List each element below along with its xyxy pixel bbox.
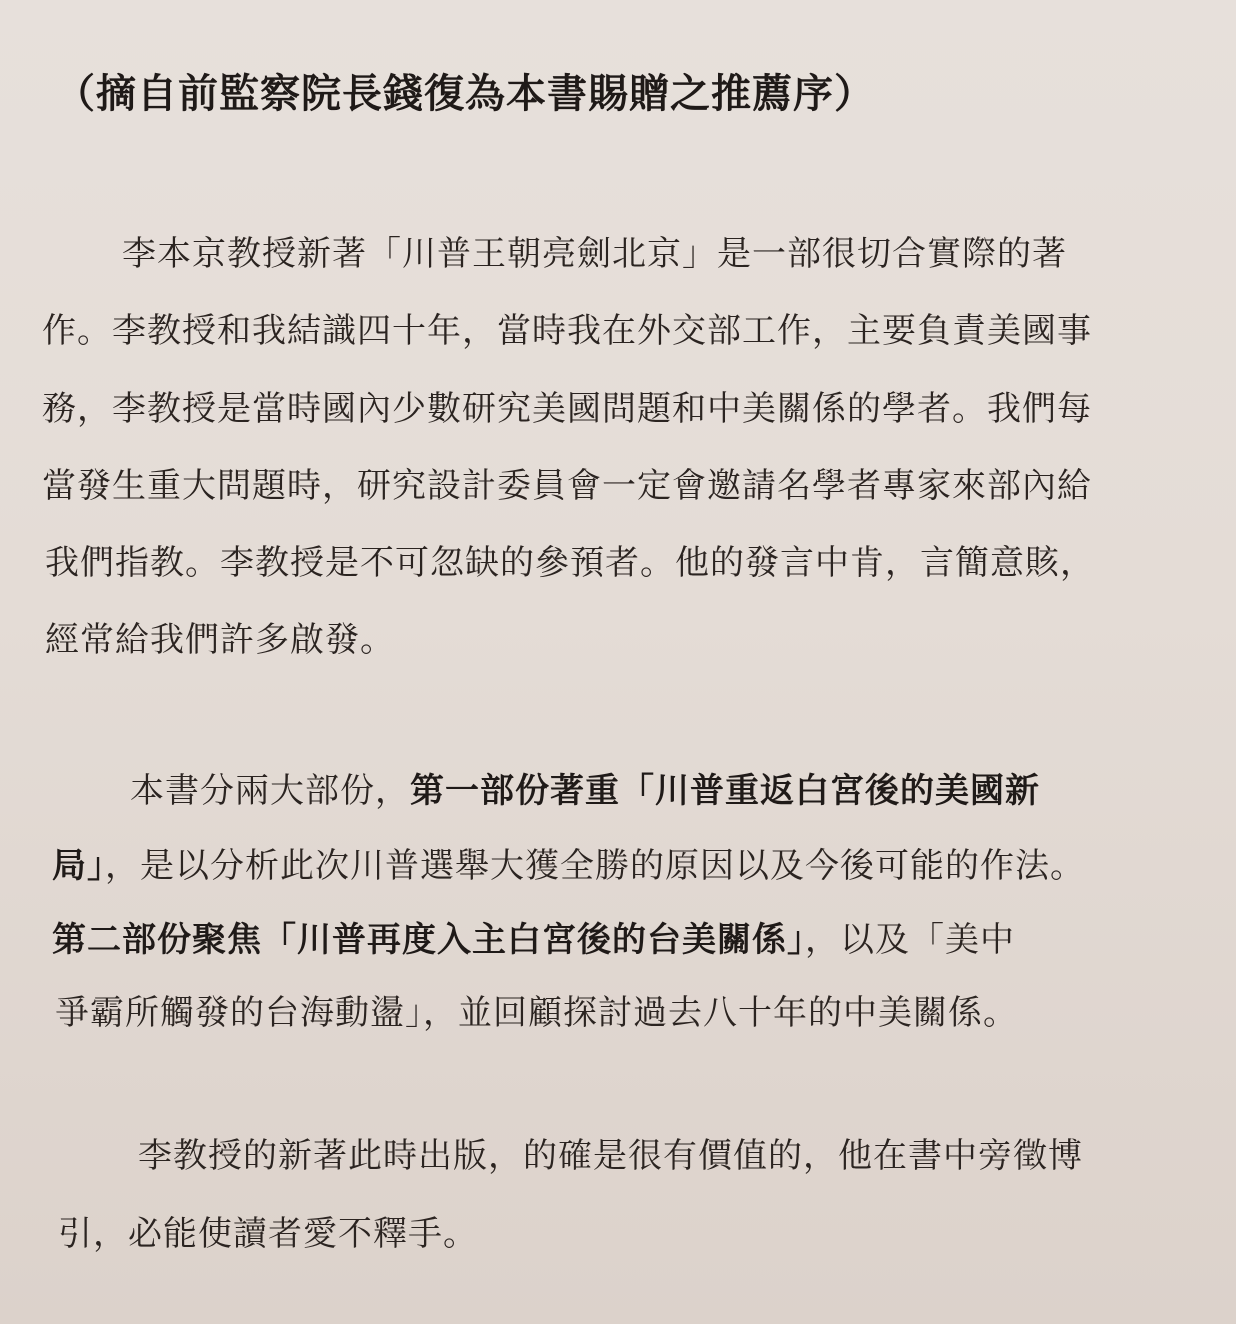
paragraph2-line2-bold: 局」: [52, 846, 105, 886]
heading: （摘自前監察院長錢復為本書賜贈之推薦序）: [55, 70, 875, 117]
paragraph1-line4: 當發生重大問題時，研究設計委員會一定會邀請名學者專家來部內給: [42, 466, 1092, 506]
paragraph2-line2: [52, 838, 1085, 887]
paragraph3-line1: 李教授的新著此時出版，的確是很有價值的，他在書中旁徵博: [138, 1136, 1083, 1176]
paragraph2-line1: [130, 763, 1040, 812]
paragraph1-line3: 務，李教授是當時國內少數研究美國問題和中美關係的學者。我們每: [42, 389, 1092, 429]
paragraph1-line2: 作。李教授和我結識四十年，當時我在外交部工作，主要負責美國事: [42, 311, 1092, 351]
paragraph2-line4: 爭霸所觸發的台海動盪」，並回顧探討過去八十年的中美關係。: [55, 993, 1018, 1033]
paragraph2-line3-normal: ，以及「美中: [805, 920, 1015, 960]
paragraph1-line5: 我們指教。李教授是不可忽缺的參預者。他的發言中肯，言簡意賅，: [45, 543, 1095, 583]
paragraph2-line1-normal: 本書分兩大部份，: [130, 771, 410, 811]
paragraph1-line6: 經常給我們許多啟發。: [45, 620, 395, 660]
paragraph1-line1: 李本京教授新著「川普王朝亮劍北京」是一部很切合實際的著: [122, 234, 1067, 274]
paragraph2-line3-bold: 第二部份聚焦「川普再度入主白宮後的台美關係」: [52, 920, 805, 960]
paragraph2-line3: [52, 912, 1015, 961]
paragraph2-line1-bold: 第一部份著重「川普重返白宮後的美國新: [410, 771, 1040, 811]
paragraph2-line2-normal: ，是以分析此次川普選舉大獲全勝的原因以及今後可能的作法。: [105, 846, 1085, 886]
paragraph3-line2: 引，必能使讀者愛不釋手。: [58, 1214, 478, 1254]
